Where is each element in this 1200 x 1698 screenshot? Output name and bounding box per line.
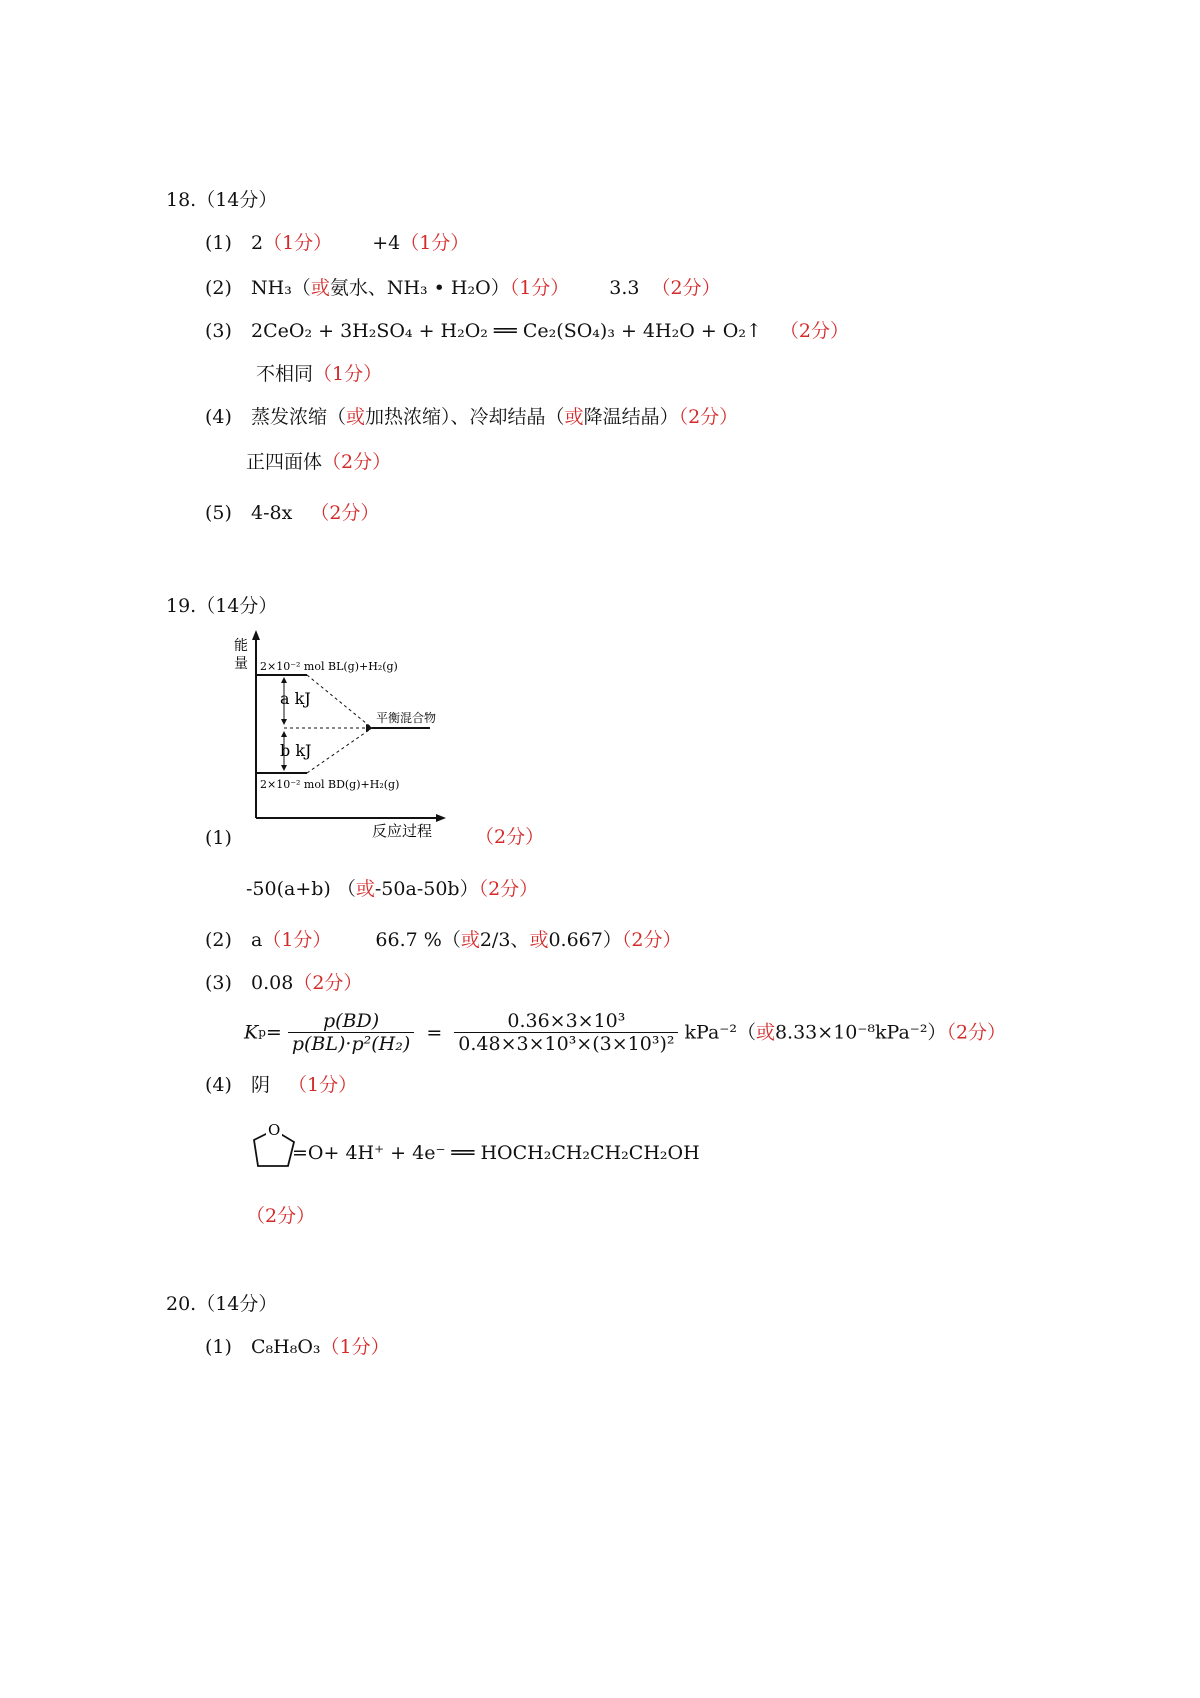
q19-1-mark (475, 825, 544, 849)
b-arrow-up-icon (281, 731, 287, 737)
kp-fraction-1 (288, 1010, 414, 1055)
kp-equals: = (426, 1021, 443, 1044)
kp-unit: kPa⁻²（ (684, 1021, 756, 1044)
q19-header: 19.（14分） (166, 595, 278, 617)
q19-2-mark-2: （2分） (621, 929, 682, 951)
top-dashed-line (307, 675, 372, 728)
q19-2-text-d: 0.667） (548, 929, 622, 951)
q18-4-text-a: 蒸发浓缩（ (251, 406, 347, 428)
kp-alt: 8.33×10⁻⁸kPa⁻²） (774, 1021, 947, 1044)
q19-3-text: 0.08 (251, 972, 294, 994)
q18-2-text-b: 氨水、NH₃ • H₂O） (329, 277, 510, 299)
q18-1-answer-a: 2 (251, 232, 264, 254)
kp-denominator-2: 0.48×3×10³×(3×10³)² (458, 1033, 675, 1055)
q18-4-number: (4) (205, 406, 232, 428)
kp-denominator-1: p(BL)·p²(H₂) (291, 1033, 411, 1055)
q19-2-text-c: 2/3、 (479, 929, 530, 951)
q18-2-text-c: 3.3 (609, 277, 640, 299)
q19-4-equation-mark (246, 1204, 315, 1228)
q18-4-mark: （2分） (678, 406, 739, 428)
q20-1-mark: （1分） (320, 1336, 390, 1358)
q19-1b-mark: （2分） (478, 878, 539, 900)
q19-line-2 (205, 928, 681, 952)
q18-3-equation: 2CeO₂ + 3H₂SO₄ + H₂O₂ ══ Ce₂(SO₄)₃ + 4H₂O + O₂↑ (251, 320, 762, 342)
q18-3b-text: 不相同 (256, 363, 314, 385)
q19-2-number: (2) (205, 929, 232, 951)
q18-2-mark-1: （1分） (509, 277, 570, 299)
q19-line-1b (246, 877, 538, 901)
x-axis-label: 反应过程 (372, 822, 433, 840)
q19-2-text-b: 66.7 %（ (375, 929, 461, 951)
q19-3-number: (3) (205, 972, 232, 994)
top-level-label: 2×10⁻² mol BL(g)+H₂(g) (260, 660, 398, 673)
q19-2-or-2: 或 (529, 929, 549, 951)
kp-numerator-2: 0.36×3×10³ (454, 1010, 678, 1033)
q19-3-mark: （2分） (293, 972, 363, 994)
q18-1-mark-b: （1分） (400, 232, 470, 254)
q18-line-3b (256, 362, 382, 386)
q18-line-4 (205, 405, 738, 429)
q18-line-5 (205, 501, 379, 525)
q18-header: 18.（14分） (166, 189, 278, 211)
q19-line-1 (205, 826, 251, 850)
q18-1-mark-a: （1分） (263, 232, 333, 254)
a-arrow-up-icon (281, 677, 287, 683)
q19-1-number: (1) (205, 827, 232, 849)
bottom-level-label: 2×10⁻² mol BD(g)+H₂(g) (260, 778, 400, 791)
q18-2-mark-2: （2分） (651, 277, 721, 299)
q18-4-text-b: 加热浓缩）、冷却结晶（ (365, 406, 565, 428)
q18-4-or-2: 或 (564, 406, 584, 428)
a-arrow-down-icon (281, 719, 287, 725)
kp-fraction-2 (454, 1010, 678, 1055)
q19-2-text-a: a (251, 929, 263, 951)
x-axis-arrow-icon (436, 814, 446, 822)
q18-4-or-1: 或 (346, 406, 366, 428)
q19-1b-text-b: -50a-50b） (374, 878, 479, 900)
energy-diagram (232, 628, 462, 840)
q18-2-text-a: NH₃（ (251, 277, 311, 299)
y-axis-label-2: 量 (234, 656, 248, 672)
q19-2-mark-1: （1分） (262, 929, 332, 951)
q19-1b-text-a: -50(a+b) （ (246, 878, 356, 900)
equilibrium-arrow-icon (366, 724, 373, 732)
q19-1-mark-text: （2分） (475, 826, 545, 848)
kp-symbol: K (244, 1021, 259, 1044)
q18-3-mark: （2分） (779, 320, 849, 342)
a-label: a kJ (280, 689, 311, 708)
q20-line-1 (205, 1335, 390, 1359)
q19-4-equation-mark-text: （2分） (246, 1205, 316, 1227)
q19-4-number: (4) (205, 1074, 232, 1096)
q19-1b-or: 或 (355, 878, 375, 900)
kp-or: 或 (755, 1021, 775, 1044)
q18-line-4b (246, 450, 391, 474)
q18-4b-mark: （2分） (322, 451, 392, 473)
q18-4-text-c: 降温结晶） (583, 406, 679, 428)
q18-1-answer-b: +4 (372, 232, 401, 254)
ring-oxygen-label: O (268, 1121, 281, 1139)
q19-2-or-1: 或 (460, 929, 480, 951)
kp-subscript: p (258, 1025, 266, 1040)
q20-1-text: C₈H₈O₃ (251, 1336, 321, 1358)
q20-header: 20.（14分） (166, 1293, 278, 1315)
kp-mark: （2分） (946, 1021, 1007, 1044)
b-label: b kJ (280, 741, 312, 760)
q18-5-mark: （2分） (310, 502, 380, 524)
y-axis-arrow-icon (252, 630, 260, 640)
q19-line-4 (205, 1073, 357, 1097)
q18-3-number: (3) (205, 320, 232, 342)
q19-line-3 (205, 971, 362, 995)
q18-line-1 (205, 231, 469, 255)
q20-1-number: (1) (205, 1336, 232, 1358)
q18-3b-mark: （1分） (313, 363, 383, 385)
equilibrium-label: 平衡混合物 (376, 711, 437, 725)
bottom-dashed-line (307, 728, 372, 773)
q19-4-equation-text: =O+ 4H⁺ + 4e⁻ ══ HOCH₂CH₂CH₂CH₂OH (292, 1142, 700, 1164)
kp-expression: Kp= $\frac{p(BD)}{\text{p(BL)·p²(H₂)}}$ = $\frac{\text{0.36×3×10³}}{\text{0.48×3×10³×(3×10³)²}}$ kPa⁻²（或8.33×10⁻⁸kPa⁻²）（2分） (244, 1010, 1007, 1055)
kp-numerator-1: p(BD) (288, 1010, 414, 1033)
q18-2-number: (2) (205, 277, 232, 299)
q18-line-2 (205, 276, 721, 300)
q18-4b-text: 正四面体 (246, 451, 323, 473)
q18-line-3 (205, 319, 849, 343)
y-axis-label-1: 能 (234, 638, 248, 654)
q18-5-number: (5) (205, 502, 232, 524)
q18-2-or: 或 (310, 277, 330, 299)
q18-1-number: (1) (205, 232, 232, 254)
q19-4-text: 阴 (251, 1074, 271, 1096)
q18-5-text: 4-8x (251, 502, 293, 524)
q19-4-equation (292, 1141, 700, 1165)
q19-4-mark: （1分） (288, 1074, 358, 1096)
b-arrow-down-icon (281, 765, 287, 771)
